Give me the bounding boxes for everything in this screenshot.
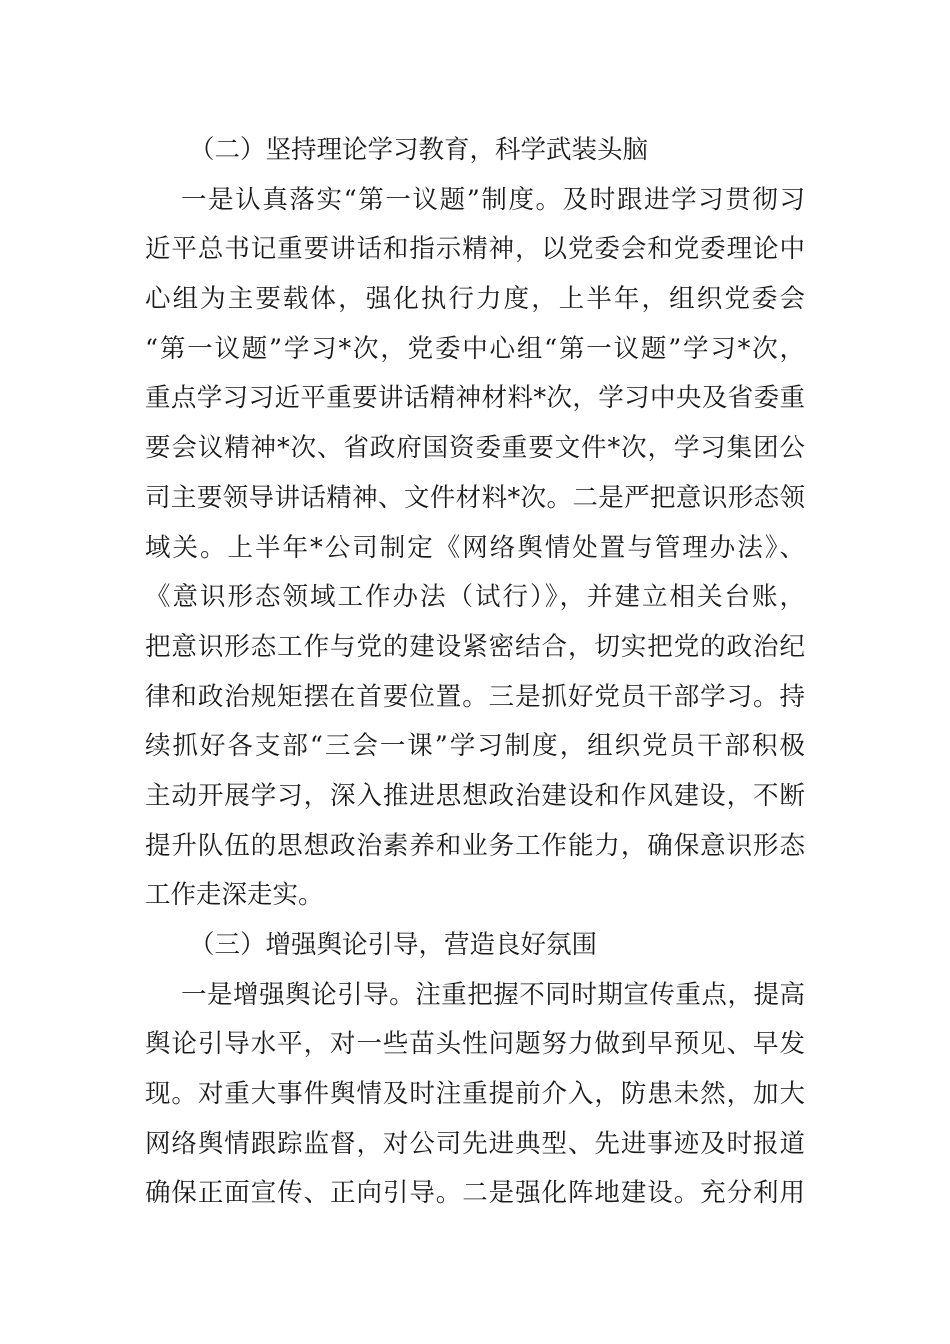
paragraph-line: 主动开展学习，深入推进思想政治建设和作风建设，不断 (145, 780, 805, 811)
paragraph-line: 《意识形态领域工作办法（试行）》，并建立相关台账， (145, 582, 805, 613)
paragraph-line: 要会议精神*次、省政府国资委重要文件*次，学习集团公 (145, 433, 805, 464)
paragraph-line: 现。对重大事件舆情及时注重提前介入，防患未然，加大 (145, 1079, 805, 1110)
paragraph-line: 舆论引导水平，对一些苗头性问题努力做到早预见、早发 (145, 1029, 805, 1060)
paragraph-line: 把意识形态工作与党的建设紧密结合，切实把党的政治纪 (145, 631, 805, 662)
paragraph-line: 提升队伍的思想政治素养和业务工作能力，确保意识形态 (145, 830, 805, 861)
document-body (145, 126, 805, 1219)
paragraph-line: 司主要领导讲话精神、文件材料*次。二是严把意识形态领 (145, 482, 805, 513)
section-heading-2: （二）坚持理论学习教育，科学武装头脑 (189, 135, 649, 165)
paragraph-line: 网络舆情跟踪监督，对公司先进典型、先进事迹及时报道 (145, 1128, 805, 1159)
paragraph-line: 一是认真落实“第一议题”制度。及时跟进学习贯彻习 (181, 184, 805, 215)
paragraph-line: 重点学习习近平重要讲话精神材料*次，学习中央及省委重 (145, 383, 805, 414)
paragraph-line: 续抓好各支部“三会一课”学习制度，组织党员干部积极 (145, 731, 805, 762)
section-heading-3: （三）增强舆论引导，营造良好氛围 (189, 930, 598, 960)
paragraph-line: 域关。上半年*公司制定《网络舆情处置与管理办法》、 (145, 532, 805, 563)
paragraph-line: 一是增强舆论引导。注重把握不同时期宣传重点，提高 (181, 979, 805, 1010)
paragraph-line: 律和政治规矩摆在首要位置。三是抓好党员干部学习。持 (145, 681, 805, 712)
paragraph-line: “第一议题”学习*次，党委中心组“第一议题”学习*次， (145, 333, 805, 364)
paragraph-line: 心组为主要载体，强化执行力度，上半年，组织党委会 (145, 284, 805, 315)
paragraph-line: 确保正面宣传、正向引导。二是强化阵地建设。充分利用 (145, 1178, 805, 1209)
paragraph-line: 工作走深走实。 (145, 880, 324, 911)
paragraph-line: 近平总书记重要讲话和指示精神，以党委会和党委理论中 (145, 234, 805, 265)
